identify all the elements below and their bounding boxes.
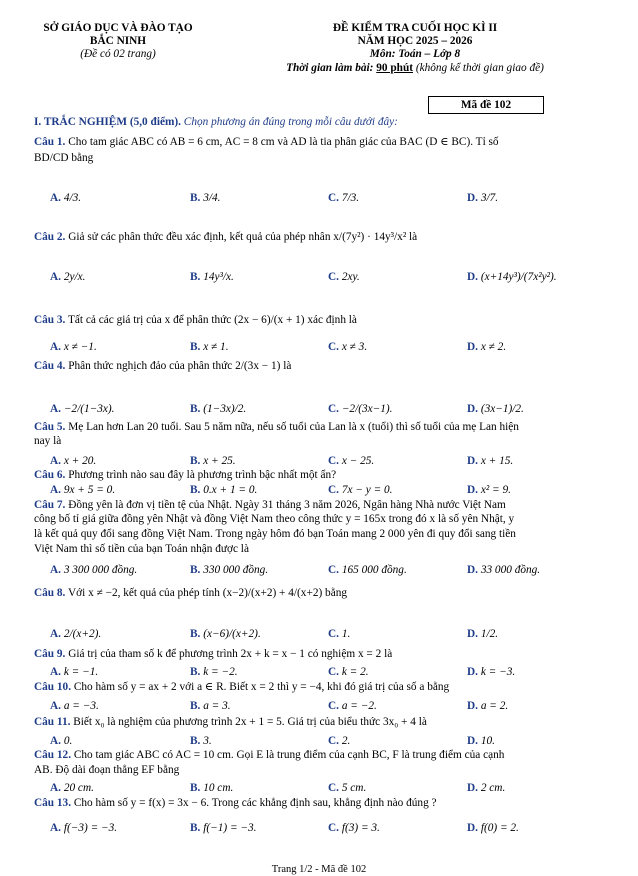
option-letter: B. xyxy=(190,271,204,283)
option-text: x² = 9. xyxy=(480,484,511,496)
option-text: a = −2. xyxy=(341,700,377,712)
option-letter: A. xyxy=(50,341,64,353)
question-6-option-d xyxy=(467,484,511,498)
option-text: x ≠ −1. xyxy=(63,341,97,353)
option-text: k = 2. xyxy=(341,666,369,678)
option-text: k = −3. xyxy=(480,666,516,678)
option-text: f(3) = 3. xyxy=(341,822,380,834)
option-text: f(−3) = −3. xyxy=(63,822,118,834)
question-1-option-b xyxy=(190,192,220,206)
question-text: là kết quả quy đổi sang đồng Việt Nam. Trong ngày hôm đó bạn Toán mang 2 000 yên đi quy đổi sang tiền xyxy=(34,528,516,540)
question-8-option-c xyxy=(328,628,350,642)
question-7-option-c xyxy=(328,564,407,578)
question-10-line-1 xyxy=(34,681,449,695)
question-text: nay là xyxy=(34,435,62,447)
question-11-option-a xyxy=(50,735,72,749)
question-6-option-a xyxy=(50,484,115,498)
option-text: x − 25. xyxy=(341,455,375,467)
option-letter: C. xyxy=(328,782,342,794)
option-letter: D. xyxy=(467,628,481,640)
option-text: 0.x + 1 = 0. xyxy=(203,484,258,496)
option-text: 3/4. xyxy=(203,192,221,204)
option-text: 3. xyxy=(203,735,212,747)
question-label: Câu 10. xyxy=(34,681,72,693)
question-12-line-1 xyxy=(34,749,504,763)
question-label: Câu 6. xyxy=(34,469,66,481)
option-text: 4/3. xyxy=(63,192,82,204)
question-label: Câu 5. xyxy=(34,421,66,433)
option-letter: D. xyxy=(467,700,481,712)
question-13-option-b xyxy=(190,822,257,836)
option-letter: C. xyxy=(328,341,342,353)
option-letter: C. xyxy=(328,271,342,283)
option-text: k = −2. xyxy=(203,666,238,678)
question-2-line-1 xyxy=(34,231,417,245)
option-letter: A. xyxy=(50,782,64,794)
question-7-option-d xyxy=(467,564,540,578)
option-letter: A. xyxy=(50,735,64,747)
option-text: x + 15. xyxy=(480,455,514,467)
question-label: Câu 9. xyxy=(34,648,66,660)
question-1-option-d xyxy=(467,192,498,206)
duration-suffix: (không kể thời gian giao đề) xyxy=(413,62,544,74)
province-name: BẮC NINH xyxy=(89,35,147,47)
option-text: x ≠ 1. xyxy=(203,341,229,353)
question-3-option-a xyxy=(50,341,97,355)
question-8-line-1 xyxy=(34,587,347,601)
option-letter: B. xyxy=(190,192,204,204)
question-13-line-1 xyxy=(34,797,437,811)
section-instruction: Chọn phương án đúng trong mỗi câu dưới đây: xyxy=(180,116,398,128)
duration-time: 90 phút xyxy=(376,62,413,74)
option-letter: D. xyxy=(467,271,481,283)
option-letter: D. xyxy=(467,484,481,496)
question-9-option-c xyxy=(328,666,369,680)
option-text: 0. xyxy=(63,735,73,747)
option-letter: A. xyxy=(50,666,64,678)
question-text: Cho tam giác ABC có AC = 10 cm. Gọi E là trung điểm của cạnh BC, F là trung điểm của cạnh xyxy=(71,749,505,761)
option-letter: B. xyxy=(190,782,204,794)
question-7-line-4 xyxy=(34,543,249,557)
option-letter: D. xyxy=(467,782,481,794)
question-3-option-b xyxy=(190,341,229,355)
option-text: 165 000 đồng. xyxy=(341,564,407,576)
question-9-option-b xyxy=(190,666,238,680)
duration-line xyxy=(250,62,580,76)
option-text: a = 2. xyxy=(480,700,509,712)
option-text: f(0) = 2. xyxy=(480,822,519,834)
option-text: a = −3. xyxy=(63,700,99,712)
option-text: 2xy. xyxy=(341,271,360,283)
option-text: 10 cm. xyxy=(203,782,234,794)
question-6-option-b xyxy=(190,484,257,498)
question-11-option-b xyxy=(190,735,212,749)
option-letter: C. xyxy=(328,822,342,834)
question-3-line-1 xyxy=(34,314,357,328)
question-2-option-a xyxy=(50,271,85,285)
question-2-option-d xyxy=(467,271,557,285)
option-letter: A. xyxy=(50,455,64,467)
option-letter: D. xyxy=(467,341,481,353)
option-text: 9x + 5 = 0. xyxy=(63,484,116,496)
question-7-option-b xyxy=(190,564,268,578)
option-text: 33 000 đồng. xyxy=(480,564,541,576)
question-11-option-d xyxy=(467,735,495,749)
question-13-option-a xyxy=(50,822,117,836)
option-text: 1. xyxy=(341,628,351,640)
option-text: x ≠ 3. xyxy=(341,341,368,353)
option-letter: A. xyxy=(50,484,64,496)
question-12-option-b xyxy=(190,782,233,796)
option-letter: B. xyxy=(190,484,204,496)
question-text: Tất cả các giá trị của x để phân thức (2x − 6)/(x + 1) xác định là xyxy=(65,314,357,326)
option-text: (3x−1)/2. xyxy=(480,403,524,415)
option-text: 3 300 000 đồng. xyxy=(63,564,138,576)
question-1-line-1 xyxy=(34,136,499,150)
question-text: Mẹ Lan hơn Lan 20 tuổi. Sau 5 năm nữa, nếu số tuổi của Lan là x (tuổi) thì số tuổi của mẹ Lan hiện xyxy=(65,421,519,433)
option-text: 330 000 đồng. xyxy=(203,564,269,576)
page-count-note: (Đề có 02 trang) xyxy=(80,48,156,60)
option-text: 1/2. xyxy=(480,628,499,640)
question-text: Cho hàm số y = f(x) = 3x − 6. Trong các khẳng định sau, khẳng định nào đúng ? xyxy=(71,797,437,809)
question-1-option-a xyxy=(50,192,81,206)
question-8-option-a xyxy=(50,628,101,642)
question-5-option-d xyxy=(467,455,513,469)
question-4-option-d xyxy=(467,403,524,417)
option-letter: A. xyxy=(50,822,64,834)
question-4-option-a xyxy=(50,403,115,417)
option-letter: C. xyxy=(328,455,342,467)
option-text: (x−6)/(x+2). xyxy=(203,628,261,640)
option-letter: C. xyxy=(328,735,342,747)
question-text: Với x ≠ −2, kết quả của phép tính (x−2)/(x+2) + 4/(x+2) bằng xyxy=(65,587,348,599)
question-7-line-1 xyxy=(34,499,506,513)
option-text: 7/3. xyxy=(341,192,360,204)
option-letter: A. xyxy=(50,564,64,576)
option-letter: D. xyxy=(467,455,481,467)
question-10-option-a xyxy=(50,700,99,714)
question-6-line-1 xyxy=(34,469,336,483)
question-3-option-d xyxy=(467,341,506,355)
question-1-line-2 xyxy=(34,152,93,166)
option-letter: C. xyxy=(328,403,342,415)
option-letter: D. xyxy=(467,403,481,415)
option-letter: B. xyxy=(190,628,204,640)
question-5-line-2 xyxy=(34,435,61,449)
question-7-line-3 xyxy=(34,528,516,542)
exam-code-box: Mã đề 102 xyxy=(428,96,544,114)
option-letter: C. xyxy=(328,628,342,640)
question-11-line-1 xyxy=(34,716,427,730)
option-text: −2/(3x−1). xyxy=(341,403,393,415)
question-4-option-c xyxy=(328,403,393,417)
option-text: 14y³/x. xyxy=(203,271,234,283)
option-text: k = −1. xyxy=(63,666,99,678)
exam-title: ĐỀ KIỂM TRA CUỐI HỌC KÌ II xyxy=(332,22,498,34)
question-6-option-c xyxy=(328,484,393,498)
question-7-line-2 xyxy=(34,513,514,527)
question-label: Câu 2. xyxy=(34,231,66,243)
question-5-option-b xyxy=(190,455,236,469)
option-text: x + 25. xyxy=(203,455,236,467)
question-text: Phân thức nghịch đảo của phân thức 2/(3x − 1) là xyxy=(65,360,292,372)
question-2-option-b xyxy=(190,271,234,285)
question-2-option-c xyxy=(328,271,360,285)
option-text: 2y/x. xyxy=(63,271,86,283)
option-text: f(−1) = −3. xyxy=(203,822,257,834)
question-12-line-2 xyxy=(34,764,179,778)
option-letter: B. xyxy=(190,564,204,576)
question-5-option-a xyxy=(50,455,96,469)
question-text: AB. Độ dài đoạn thẳng EF bằng xyxy=(34,764,180,776)
option-letter: A. xyxy=(50,271,64,283)
question-9-option-d xyxy=(467,666,515,680)
option-letter: D. xyxy=(467,192,481,204)
question-12-option-d xyxy=(467,782,505,796)
option-letter: B. xyxy=(190,403,204,415)
question-text: BD/CD bằng xyxy=(34,152,94,164)
question-8-option-b xyxy=(190,628,261,642)
option-letter: A. xyxy=(50,628,64,640)
question-text: Phương trình nào sau đây là phương trình bậc nhất một ẩn? xyxy=(65,469,337,481)
option-text: 5 cm. xyxy=(341,782,367,794)
option-letter: D. xyxy=(467,735,481,747)
option-text: 20 cm. xyxy=(63,782,94,794)
option-text: a = 3. xyxy=(203,700,231,712)
question-10-option-b xyxy=(190,700,231,714)
question-11-option-c xyxy=(328,735,350,749)
option-letter: A. xyxy=(50,700,64,712)
option-letter: C. xyxy=(328,666,342,678)
question-3-option-c xyxy=(328,341,367,355)
section-title: I. TRẮC NGHIỆM (5,0 điểm). xyxy=(34,116,181,128)
question-label: Câu 13. xyxy=(34,797,72,809)
question-13-option-d xyxy=(467,822,519,836)
question-9-line-1 xyxy=(34,648,392,662)
department-name: SỞ GIÁO DỤC VÀ ĐÀO TẠO xyxy=(43,22,193,34)
question-7-option-a xyxy=(50,564,137,578)
question-label: Câu 7. xyxy=(34,499,66,511)
option-text: 10. xyxy=(480,735,495,747)
option-letter: C. xyxy=(328,192,342,204)
question-10-option-d xyxy=(467,700,508,714)
option-letter: C. xyxy=(328,564,342,576)
question-text: Giả sử các phân thức đều xác định, kết quả của phép nhân x/(7y²) · 14y³/x² là xyxy=(65,231,418,243)
question-text: công bố tỉ giá giữa đồng yên Nhật và đồng Việt Nam theo công thức y = 165x trong đó x là số yên Nhật, y xyxy=(34,513,515,525)
option-letter: A. xyxy=(50,192,64,204)
question-4-line-1 xyxy=(34,360,291,374)
question-10-option-c xyxy=(328,700,377,714)
option-text: x + 20. xyxy=(63,455,97,467)
option-letter: A. xyxy=(50,403,64,415)
question-text: Cho hàm số y = ax + 2 với a ∈ R. Biết x = 2 thì y = −4, khi đó giá trị của số a bằng xyxy=(71,681,450,693)
option-letter: D. xyxy=(467,822,481,834)
section-heading xyxy=(34,116,398,130)
question-1-option-c xyxy=(328,192,359,206)
option-letter: B. xyxy=(190,455,204,467)
option-text: 7x − y = 0. xyxy=(341,484,393,496)
option-text: 2. xyxy=(341,735,351,747)
option-letter: C. xyxy=(328,484,342,496)
option-letter: D. xyxy=(467,666,481,678)
option-text: −2/(1−3x). xyxy=(63,403,115,415)
question-label: Câu 4. xyxy=(34,360,66,372)
question-5-option-c xyxy=(328,455,374,469)
option-letter: B. xyxy=(190,700,204,712)
question-text: Biết x₀ là nghiệm của phương trình 2x + 1 = 5. Giá trị của biểu thức 3x₀ + 4 là xyxy=(70,716,427,728)
option-letter: B. xyxy=(190,666,204,678)
option-letter: B. xyxy=(190,341,204,353)
option-text: (1−3x)/2. xyxy=(203,403,247,415)
question-12-option-a xyxy=(50,782,94,796)
question-4-option-b xyxy=(190,403,246,417)
question-13-option-c xyxy=(328,822,380,836)
question-label: Câu 11. xyxy=(34,716,71,728)
question-label: Câu 8. xyxy=(34,587,66,599)
duration-prefix: Thời gian làm bài: xyxy=(286,62,377,74)
option-letter: C. xyxy=(328,700,342,712)
question-9-option-a xyxy=(50,666,98,680)
question-text: Giá trị của tham số k để phương trình 2x + k = x − 1 có nghiệm x = 2 là xyxy=(65,648,393,660)
question-text: Đồng yên là đơn vị tiền tệ của Nhật. Ngày 31 tháng 3 năm 2026, Ngân hàng Nhà nước Việt Nam xyxy=(65,499,506,511)
school-year: NĂM HỌC 2025 – 2026 xyxy=(357,35,473,47)
option-text: (x+14y³)/(7x²y²). xyxy=(480,271,557,283)
subject: Môn: Toán – Lớp 8 xyxy=(369,48,461,60)
question-label: Câu 1. xyxy=(34,136,66,148)
option-text: 2/(x+2). xyxy=(63,628,102,640)
question-label: Câu 12. xyxy=(34,749,72,761)
option-letter: D. xyxy=(467,564,481,576)
option-letter: B. xyxy=(190,822,204,834)
question-text: Cho tam giác ABC có AB = 6 cm, AC = 8 cm và AD là tia phân giác của BAC (D ∈ BC). Tỉ số xyxy=(65,136,499,148)
option-text: 2 cm. xyxy=(480,782,506,794)
question-12-option-c xyxy=(328,782,366,796)
option-letter: B. xyxy=(190,735,204,747)
page-footer: Trang 1/2 - Mã đề 102 xyxy=(271,864,367,875)
option-text: x ≠ 2. xyxy=(480,341,507,353)
question-text: Việt Nam thì số tiền của bạn Toán nhận được là xyxy=(34,543,249,555)
question-5-line-1 xyxy=(34,421,519,435)
question-label: Câu 3. xyxy=(34,314,66,326)
option-text: 3/7. xyxy=(480,192,499,204)
question-8-option-d xyxy=(467,628,498,642)
